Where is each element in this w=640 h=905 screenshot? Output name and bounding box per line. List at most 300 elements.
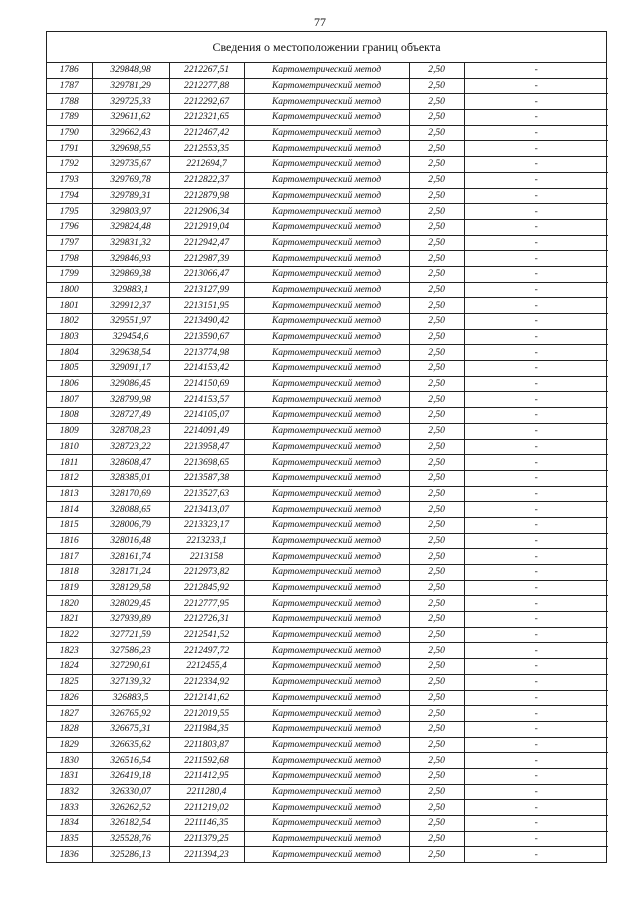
point-number-cell: 1816 xyxy=(47,533,92,549)
accuracy-cell: 2,50 xyxy=(409,612,464,628)
description-cell: - xyxy=(464,141,608,157)
method-cell: Картометрический метод xyxy=(244,549,409,565)
point-number-cell: 1836 xyxy=(47,847,92,862)
x-coordinate-cell: 328385,01 xyxy=(92,470,169,486)
method-cell: Картометрический метод xyxy=(244,110,409,126)
description-cell: - xyxy=(464,643,608,659)
y-coordinate-cell: 2211803,87 xyxy=(169,737,244,753)
accuracy-cell: 2,50 xyxy=(409,141,464,157)
method-cell: Картометрический метод xyxy=(244,784,409,800)
description-cell: - xyxy=(464,157,608,173)
description-cell: - xyxy=(464,455,608,471)
table-row xyxy=(47,596,608,612)
accuracy-cell: 2,50 xyxy=(409,125,464,141)
point-number-cell: 1831 xyxy=(47,768,92,784)
method-cell: Картометрический метод xyxy=(244,266,409,282)
table-row xyxy=(47,314,608,330)
method-cell: Картометрический метод xyxy=(244,721,409,737)
description-cell: - xyxy=(464,690,608,706)
accuracy-cell: 2,50 xyxy=(409,204,464,220)
description-cell: - xyxy=(464,204,608,220)
x-coordinate-cell: 328799,98 xyxy=(92,392,169,408)
description-cell: - xyxy=(464,376,608,392)
method-cell: Картометрический метод xyxy=(244,455,409,471)
description-cell: - xyxy=(464,219,608,235)
accuracy-cell: 2,50 xyxy=(409,690,464,706)
method-cell: Картометрический метод xyxy=(244,63,409,78)
point-number-cell: 1802 xyxy=(47,314,92,330)
point-number-cell: 1829 xyxy=(47,737,92,753)
point-number-cell: 1832 xyxy=(47,784,92,800)
y-coordinate-cell: 2213590,67 xyxy=(169,329,244,345)
y-coordinate-cell: 2212334,92 xyxy=(169,674,244,690)
accuracy-cell: 2,50 xyxy=(409,784,464,800)
y-coordinate-cell: 2213158 xyxy=(169,549,244,565)
description-cell: - xyxy=(464,408,608,424)
y-coordinate-cell: 2212879,98 xyxy=(169,188,244,204)
x-coordinate-cell: 329869,38 xyxy=(92,266,169,282)
point-number-cell: 1834 xyxy=(47,816,92,832)
y-coordinate-cell: 2213127,99 xyxy=(169,282,244,298)
table-row xyxy=(47,455,608,471)
point-number-cell: 1796 xyxy=(47,219,92,235)
description-cell: - xyxy=(464,502,608,518)
x-coordinate-cell: 329848,98 xyxy=(92,63,169,78)
x-coordinate-cell: 326262,52 xyxy=(92,800,169,816)
description-cell: - xyxy=(464,63,608,78)
table-row xyxy=(47,157,608,173)
table-row xyxy=(47,266,608,282)
accuracy-cell: 2,50 xyxy=(409,502,464,518)
method-cell: Картометрический метод xyxy=(244,768,409,784)
x-coordinate-cell: 327290,61 xyxy=(92,659,169,675)
accuracy-cell: 2,50 xyxy=(409,565,464,581)
point-number-cell: 1799 xyxy=(47,266,92,282)
table-row xyxy=(47,376,608,392)
point-number-cell: 1819 xyxy=(47,580,92,596)
table-row xyxy=(47,674,608,690)
point-number-cell: 1790 xyxy=(47,125,92,141)
point-number-cell: 1809 xyxy=(47,423,92,439)
y-coordinate-cell: 2211984,35 xyxy=(169,721,244,737)
table-row xyxy=(47,643,608,659)
accuracy-cell: 2,50 xyxy=(409,455,464,471)
method-cell: Картометрический метод xyxy=(244,298,409,314)
description-cell: - xyxy=(464,78,608,94)
x-coordinate-cell: 328723,22 xyxy=(92,439,169,455)
accuracy-cell: 2,50 xyxy=(409,549,464,565)
table-row xyxy=(47,690,608,706)
point-number-cell: 1822 xyxy=(47,627,92,643)
method-cell: Картометрический метод xyxy=(244,345,409,361)
description-cell: - xyxy=(464,392,608,408)
method-cell: Картометрический метод xyxy=(244,423,409,439)
accuracy-cell: 2,50 xyxy=(409,266,464,282)
accuracy-cell: 2,50 xyxy=(409,800,464,816)
y-coordinate-cell: 2212845,92 xyxy=(169,580,244,596)
table-row xyxy=(47,125,608,141)
table-row xyxy=(47,235,608,251)
method-cell: Картометрический метод xyxy=(244,408,409,424)
y-coordinate-cell: 2213323,17 xyxy=(169,517,244,533)
x-coordinate-cell: 329091,17 xyxy=(92,361,169,377)
point-number-cell: 1828 xyxy=(47,721,92,737)
description-cell: - xyxy=(464,94,608,110)
description-cell: - xyxy=(464,753,608,769)
accuracy-cell: 2,50 xyxy=(409,63,464,78)
page-number: 77 xyxy=(314,15,326,29)
accuracy-cell: 2,50 xyxy=(409,94,464,110)
x-coordinate-cell: 329824,48 xyxy=(92,219,169,235)
accuracy-cell: 2,50 xyxy=(409,831,464,847)
table-row xyxy=(47,345,608,361)
method-cell: Картометрический метод xyxy=(244,674,409,690)
point-number-cell: 1797 xyxy=(47,235,92,251)
point-number-cell: 1814 xyxy=(47,502,92,518)
description-cell: - xyxy=(464,251,608,267)
method-cell: Картометрический метод xyxy=(244,204,409,220)
method-cell: Картометрический метод xyxy=(244,172,409,188)
y-coordinate-cell: 2212777,95 xyxy=(169,596,244,612)
x-coordinate-cell: 326765,92 xyxy=(92,706,169,722)
method-cell: Картометрический метод xyxy=(244,329,409,345)
method-cell: Картометрический метод xyxy=(244,94,409,110)
accuracy-cell: 2,50 xyxy=(409,188,464,204)
y-coordinate-cell: 2213958,47 xyxy=(169,439,244,455)
accuracy-cell: 2,50 xyxy=(409,816,464,832)
table-row xyxy=(47,627,608,643)
y-coordinate-cell: 2213066,47 xyxy=(169,266,244,282)
y-coordinate-cell: 2212553,35 xyxy=(169,141,244,157)
point-number-cell: 1815 xyxy=(47,517,92,533)
method-cell: Картометрический метод xyxy=(244,282,409,298)
accuracy-cell: 2,50 xyxy=(409,298,464,314)
method-cell: Картометрический метод xyxy=(244,690,409,706)
accuracy-cell: 2,50 xyxy=(409,172,464,188)
method-cell: Картометрический метод xyxy=(244,439,409,455)
x-coordinate-cell: 328170,69 xyxy=(92,486,169,502)
method-cell: Картометрический метод xyxy=(244,188,409,204)
x-coordinate-cell: 326635,62 xyxy=(92,737,169,753)
y-coordinate-cell: 2211219,02 xyxy=(169,800,244,816)
description-cell: - xyxy=(464,282,608,298)
point-number-cell: 1787 xyxy=(47,78,92,94)
description-cell: - xyxy=(464,800,608,816)
method-cell: Картометрический метод xyxy=(244,580,409,596)
accuracy-cell: 2,50 xyxy=(409,251,464,267)
y-coordinate-cell: 2212942,47 xyxy=(169,235,244,251)
point-number-cell: 1818 xyxy=(47,565,92,581)
accuracy-cell: 2,50 xyxy=(409,706,464,722)
point-number-cell: 1788 xyxy=(47,94,92,110)
table-row xyxy=(47,517,608,533)
y-coordinate-cell: 2214153,57 xyxy=(169,392,244,408)
accuracy-cell: 2,50 xyxy=(409,643,464,659)
description-cell: - xyxy=(464,172,608,188)
y-coordinate-cell: 2211412,95 xyxy=(169,768,244,784)
table-row xyxy=(47,110,608,126)
point-number-cell: 1789 xyxy=(47,110,92,126)
table-row xyxy=(47,737,608,753)
table-row xyxy=(47,800,608,816)
x-coordinate-cell: 328029,45 xyxy=(92,596,169,612)
y-coordinate-cell: 2213698,65 xyxy=(169,455,244,471)
description-cell: - xyxy=(464,659,608,675)
table-body xyxy=(47,63,608,862)
point-number-cell: 1817 xyxy=(47,549,92,565)
x-coordinate-cell: 329735,67 xyxy=(92,157,169,173)
y-coordinate-cell: 2211146,35 xyxy=(169,816,244,832)
y-coordinate-cell: 2212292,67 xyxy=(169,94,244,110)
accuracy-cell: 2,50 xyxy=(409,470,464,486)
x-coordinate-cell: 329912,37 xyxy=(92,298,169,314)
accuracy-cell: 2,50 xyxy=(409,768,464,784)
description-cell: - xyxy=(464,721,608,737)
description-cell: - xyxy=(464,565,608,581)
y-coordinate-cell: 2212906,34 xyxy=(169,204,244,220)
x-coordinate-cell: 327721,59 xyxy=(92,627,169,643)
method-cell: Картометрический метод xyxy=(244,517,409,533)
x-coordinate-cell: 329551,97 xyxy=(92,314,169,330)
method-cell: Картометрический метод xyxy=(244,141,409,157)
description-cell: - xyxy=(464,188,608,204)
accuracy-cell: 2,50 xyxy=(409,235,464,251)
point-number-cell: 1791 xyxy=(47,141,92,157)
accuracy-cell: 2,50 xyxy=(409,737,464,753)
y-coordinate-cell: 2211592,68 xyxy=(169,753,244,769)
y-coordinate-cell: 2211394,23 xyxy=(169,847,244,862)
description-cell: - xyxy=(464,125,608,141)
point-number-cell: 1811 xyxy=(47,455,92,471)
method-cell: Картометрический метод xyxy=(244,627,409,643)
description-cell: - xyxy=(464,110,608,126)
y-coordinate-cell: 2213490,42 xyxy=(169,314,244,330)
point-number-cell: 1813 xyxy=(47,486,92,502)
accuracy-cell: 2,50 xyxy=(409,329,464,345)
y-coordinate-cell: 2212822,37 xyxy=(169,172,244,188)
description-cell: - xyxy=(464,768,608,784)
x-coordinate-cell: 327139,32 xyxy=(92,674,169,690)
table-row xyxy=(47,486,608,502)
point-number-cell: 1794 xyxy=(47,188,92,204)
description-cell: - xyxy=(464,596,608,612)
y-coordinate-cell: 2212694,7 xyxy=(169,157,244,173)
method-cell: Картометрический метод xyxy=(244,831,409,847)
method-cell: Картометрический метод xyxy=(244,314,409,330)
table-row xyxy=(47,188,608,204)
table-row xyxy=(47,831,608,847)
point-number-cell: 1821 xyxy=(47,612,92,628)
table-row xyxy=(47,408,608,424)
x-coordinate-cell: 328171,24 xyxy=(92,565,169,581)
method-cell: Картометрический метод xyxy=(244,251,409,267)
description-cell: - xyxy=(464,470,608,486)
method-cell: Картометрический метод xyxy=(244,643,409,659)
method-cell: Картометрический метод xyxy=(244,816,409,832)
accuracy-cell: 2,50 xyxy=(409,78,464,94)
x-coordinate-cell: 326675,31 xyxy=(92,721,169,737)
method-cell: Картометрический метод xyxy=(244,78,409,94)
method-cell: Картометрический метод xyxy=(244,565,409,581)
table-row xyxy=(47,361,608,377)
accuracy-cell: 2,50 xyxy=(409,314,464,330)
method-cell: Картометрический метод xyxy=(244,706,409,722)
method-cell: Картометрический метод xyxy=(244,219,409,235)
point-number-cell: 1805 xyxy=(47,361,92,377)
x-coordinate-cell: 329454,6 xyxy=(92,329,169,345)
description-cell: - xyxy=(464,831,608,847)
accuracy-cell: 2,50 xyxy=(409,753,464,769)
accuracy-cell: 2,50 xyxy=(409,361,464,377)
x-coordinate-cell: 329698,55 xyxy=(92,141,169,157)
table-row xyxy=(47,612,608,628)
description-cell: - xyxy=(464,298,608,314)
x-coordinate-cell: 329831,32 xyxy=(92,235,169,251)
table-row xyxy=(47,392,608,408)
point-number-cell: 1803 xyxy=(47,329,92,345)
description-cell: - xyxy=(464,235,608,251)
y-coordinate-cell: 2212277,88 xyxy=(169,78,244,94)
point-number-cell: 1804 xyxy=(47,345,92,361)
x-coordinate-cell: 328016,48 xyxy=(92,533,169,549)
accuracy-cell: 2,50 xyxy=(409,627,464,643)
x-coordinate-cell: 329638,54 xyxy=(92,345,169,361)
y-coordinate-cell: 2213413,07 xyxy=(169,502,244,518)
x-coordinate-cell: 329789,31 xyxy=(92,188,169,204)
point-number-cell: 1792 xyxy=(47,157,92,173)
table-row xyxy=(47,847,608,862)
description-cell: - xyxy=(464,549,608,565)
accuracy-cell: 2,50 xyxy=(409,439,464,455)
accuracy-cell: 2,50 xyxy=(409,517,464,533)
method-cell: Картометрический метод xyxy=(244,376,409,392)
method-cell: Картометрический метод xyxy=(244,596,409,612)
y-coordinate-cell: 2214091,49 xyxy=(169,423,244,439)
method-cell: Картометрический метод xyxy=(244,502,409,518)
description-cell: - xyxy=(464,486,608,502)
table-row xyxy=(47,565,608,581)
description-cell: - xyxy=(464,784,608,800)
accuracy-cell: 2,50 xyxy=(409,659,464,675)
accuracy-cell: 2,50 xyxy=(409,157,464,173)
y-coordinate-cell: 2214150,69 xyxy=(169,376,244,392)
point-number-cell: 1786 xyxy=(47,63,92,78)
description-cell: - xyxy=(464,361,608,377)
table-row xyxy=(47,282,608,298)
method-cell: Картометрический метод xyxy=(244,659,409,675)
point-number-cell: 1830 xyxy=(47,753,92,769)
x-coordinate-cell: 328727,49 xyxy=(92,408,169,424)
table-row xyxy=(47,549,608,565)
accuracy-cell: 2,50 xyxy=(409,423,464,439)
table-row xyxy=(47,204,608,220)
x-coordinate-cell: 328006,79 xyxy=(92,517,169,533)
point-number-cell: 1793 xyxy=(47,172,92,188)
table-title: Сведения о местоположении границ объекта xyxy=(47,32,606,63)
accuracy-cell: 2,50 xyxy=(409,408,464,424)
y-coordinate-cell: 2213527,63 xyxy=(169,486,244,502)
description-cell: - xyxy=(464,329,608,345)
table-row xyxy=(47,219,608,235)
x-coordinate-cell: 329803,97 xyxy=(92,204,169,220)
method-cell: Картометрический метод xyxy=(244,847,409,862)
table-row xyxy=(47,816,608,832)
x-coordinate-cell: 327586,23 xyxy=(92,643,169,659)
method-cell: Картометрический метод xyxy=(244,800,409,816)
accuracy-cell: 2,50 xyxy=(409,674,464,690)
y-coordinate-cell: 2213587,38 xyxy=(169,470,244,486)
table-row xyxy=(47,470,608,486)
x-coordinate-cell: 328608,47 xyxy=(92,455,169,471)
x-coordinate-cell: 329086,45 xyxy=(92,376,169,392)
method-cell: Картометрический метод xyxy=(244,157,409,173)
x-coordinate-cell: 326419,18 xyxy=(92,768,169,784)
y-coordinate-cell: 2211280,4 xyxy=(169,784,244,800)
accuracy-cell: 2,50 xyxy=(409,110,464,126)
x-coordinate-cell: 326883,5 xyxy=(92,690,169,706)
description-cell: - xyxy=(464,423,608,439)
table-row xyxy=(47,753,608,769)
point-number-cell: 1835 xyxy=(47,831,92,847)
point-number-cell: 1806 xyxy=(47,376,92,392)
x-coordinate-cell: 326516,54 xyxy=(92,753,169,769)
point-number-cell: 1801 xyxy=(47,298,92,314)
y-coordinate-cell: 2212726,31 xyxy=(169,612,244,628)
x-coordinate-cell: 325286,13 xyxy=(92,847,169,862)
method-cell: Картометрический метод xyxy=(244,753,409,769)
accuracy-cell: 2,50 xyxy=(409,596,464,612)
x-coordinate-cell: 329611,62 xyxy=(92,110,169,126)
y-coordinate-cell: 2212267,51 xyxy=(169,63,244,78)
y-coordinate-cell: 2214153,42 xyxy=(169,361,244,377)
description-cell: - xyxy=(464,674,608,690)
table-row xyxy=(47,439,608,455)
boundary-points-table xyxy=(47,63,608,862)
y-coordinate-cell: 2212455,4 xyxy=(169,659,244,675)
y-coordinate-cell: 2213151,95 xyxy=(169,298,244,314)
point-number-cell: 1800 xyxy=(47,282,92,298)
y-coordinate-cell: 2212467,42 xyxy=(169,125,244,141)
description-cell: - xyxy=(464,345,608,361)
x-coordinate-cell: 326330,07 xyxy=(92,784,169,800)
table-row xyxy=(47,172,608,188)
x-coordinate-cell: 328161,74 xyxy=(92,549,169,565)
description-cell: - xyxy=(464,314,608,330)
table-row xyxy=(47,329,608,345)
y-coordinate-cell: 2212141,62 xyxy=(169,690,244,706)
description-cell: - xyxy=(464,737,608,753)
description-cell: - xyxy=(464,533,608,549)
x-coordinate-cell: 328088,65 xyxy=(92,502,169,518)
description-cell: - xyxy=(464,266,608,282)
method-cell: Картометрический метод xyxy=(244,361,409,377)
point-number-cell: 1825 xyxy=(47,674,92,690)
table-row xyxy=(47,298,608,314)
accuracy-cell: 2,50 xyxy=(409,533,464,549)
accuracy-cell: 2,50 xyxy=(409,282,464,298)
x-coordinate-cell: 329725,33 xyxy=(92,94,169,110)
method-cell: Картометрический метод xyxy=(244,235,409,251)
point-number-cell: 1807 xyxy=(47,392,92,408)
table-row xyxy=(47,502,608,518)
point-number-cell: 1795 xyxy=(47,204,92,220)
point-number-cell: 1810 xyxy=(47,439,92,455)
table-row xyxy=(47,94,608,110)
description-cell: - xyxy=(464,612,608,628)
point-number-cell: 1808 xyxy=(47,408,92,424)
x-coordinate-cell: 329662,43 xyxy=(92,125,169,141)
y-coordinate-cell: 2212321,65 xyxy=(169,110,244,126)
